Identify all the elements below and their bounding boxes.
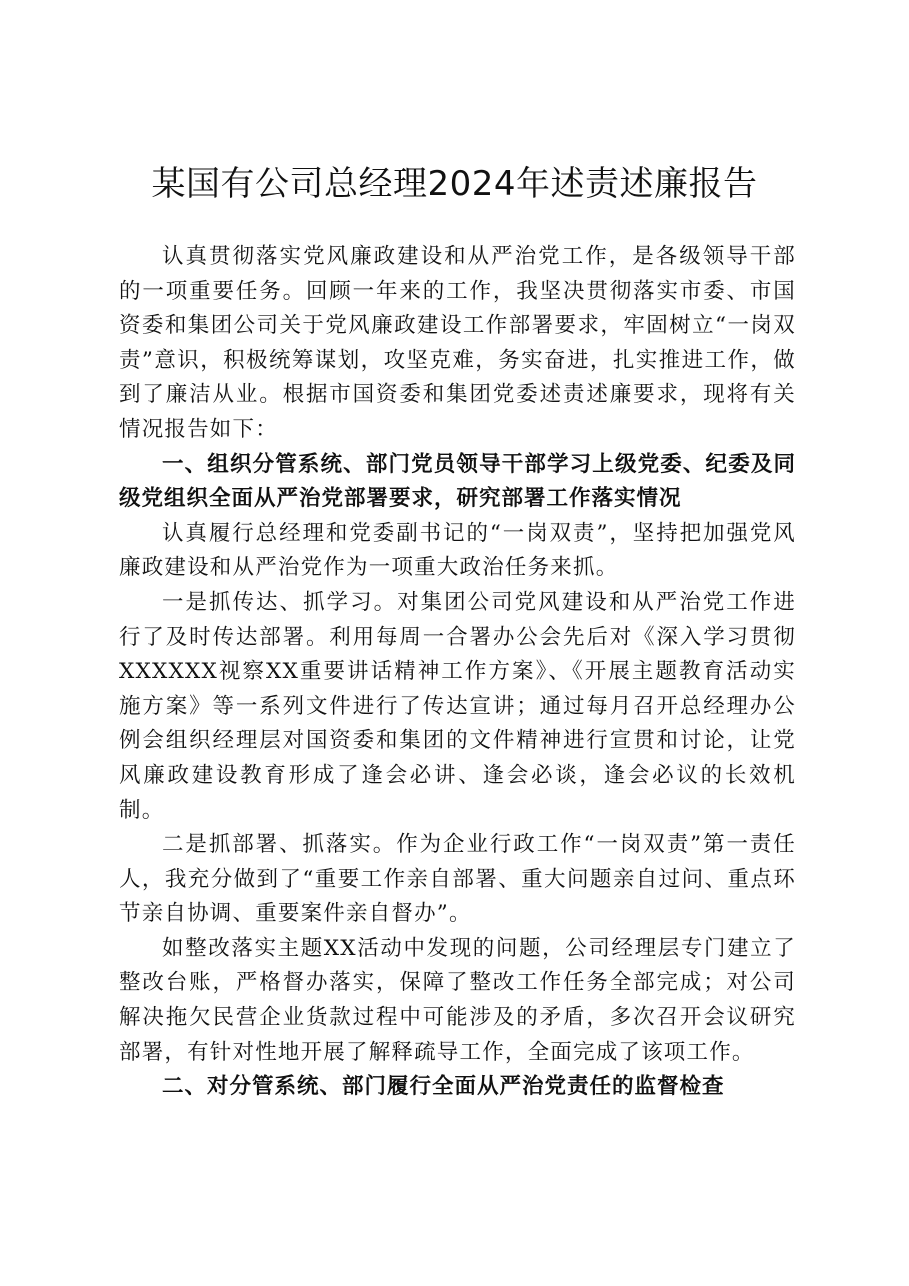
body-paragraph: 认真履行总经理和党委副书记的“一岗双责”，坚持把加强党风廉政建设和从严治党作为一项重大政治任务来抓。 — [119, 520, 796, 581]
section-heading-1: 一、组织分管系统、部门党员领导干部学习上级党委、纪委及同级党组织全面从严治党部署要求，研究部署工作落实情况 — [119, 451, 796, 512]
intro-paragraph: 认真贯彻落实党风廉政建设和从严治党工作，是各级领导干部的一项重要任务。回顾一年来的工作，我坚决贯彻落实市委、市国资委和集团公司关于党风廉政建设工作部署要求，牢固树立“一岗双责”意识，积极统筹谋划，攻坚克难，务实奋进，扎实推进工作，做到了廉洁从业。根据市国资委和集团党委述责述廉要求，现将有关情况报告如下： — [119, 244, 796, 442]
body-paragraph: 二是抓部署、抓落实。作为企业行政工作“一岗双责”第一责任人，我充分做到了“重要工作亲自部署、重大问题亲自过问、重点环节亲自协调、重要案件亲自督办”。 — [119, 832, 796, 927]
document-body — [119, 240, 796, 1105]
body-paragraph: 如整改落实主题XX活动中发现的问题，公司经理层专门建立了整改台账，严格督办落实，保障了整改工作任务全部完成；对公司解决拖欠民营企业货款过程中可能涉及的矛盾，多次召开会议研究部署，有针对性地开展了解释疏导工作，全面完成了该项工作。 — [119, 935, 796, 1065]
section-heading-2: 二、对分管系统、部门履行全面从严治党责任的监督检查 — [162, 1074, 725, 1100]
document-title: 某国有公司总经理2024年述责述廉报告 — [151, 164, 758, 204]
body-paragraph: 一是抓传达、抓学习。对集团公司党风建设和从严治党工作进行了及时传达部署。利用每周一合署办公会先后对《深入学习贯彻XXXXXX视察XX重要讲话精神工作方案》、《开展主题教育活动实施方案》等一系列文件进行了传达宣讲；通过每月召开总经理办公例会组织经理层对国资委和集团的文件精神进行宣贯和讨论，让党风廉政建设教育形成了逢会必讲、逢会必谈，逢会必议的长效机制。 — [119, 589, 796, 823]
